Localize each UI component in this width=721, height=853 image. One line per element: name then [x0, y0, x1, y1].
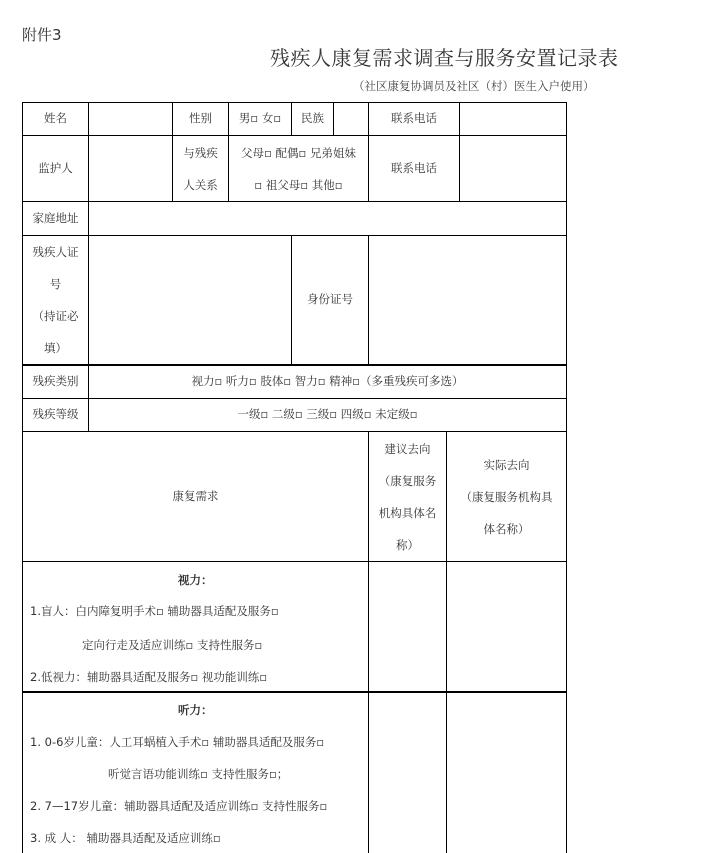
relation-label-line: 与残疾	[183, 145, 218, 160]
form-title: 残疾人康复需求调查与服务安置记录表	[270, 46, 619, 70]
actual-line: 体名称）	[483, 521, 530, 536]
relation-options-line: 父母▫ 配偶▫ 兄弟姐妹	[241, 145, 356, 160]
rehab-needs-label: 康复需求	[172, 488, 219, 503]
vision-lowvision-options[interactable]: 2.低视力：辅助器具适配及服务▫ 视功能训练▫	[30, 670, 268, 684]
hearing-child-0-6-options[interactable]: 1. 0-6岁儿童：人工耳蜗植入手术▫ 辅助器具适配及服务▫	[30, 735, 325, 749]
suggested-line: 建议去向	[384, 441, 431, 456]
hearing-child-0-6-options-cont[interactable]: 听觉言语功能训练▫ 支持性服务▫；	[108, 767, 289, 781]
relation-label-line: 人关系	[183, 177, 218, 192]
id-number-field[interactable]	[369, 236, 566, 364]
actual-line: 实际去向	[483, 457, 530, 472]
guardian-phone-label: 联系电话	[391, 160, 437, 175]
hearing-adult-options[interactable]: 3. 成 人： 辅助器具适配及适应训练▫	[30, 831, 221, 845]
guardian-field[interactable]	[89, 136, 172, 201]
hearing-suggested-field[interactable]	[369, 693, 446, 853]
cert-label-line: 号	[49, 277, 62, 291]
disability-cert-label	[23, 236, 88, 364]
gender-label: 性别	[189, 111, 212, 126]
vision-actual-field[interactable]	[447, 562, 566, 691]
disability-type-label: 残疾类别	[32, 374, 79, 389]
gender-options[interactable]: 男▫ 女▫	[238, 111, 282, 126]
vision-blind-options[interactable]: 1.盲人：白内障复明手术▫ 辅助器具适配及服务▫	[30, 604, 279, 618]
hearing-child-7-17-options[interactable]: 2. 7—17岁儿童：辅助器具适配及适应训练▫ 支持性服务▫	[30, 799, 328, 813]
phone-label: 联系电话	[391, 111, 437, 126]
disability-level-label: 残疾等级	[32, 407, 79, 422]
name-label: 姓名	[44, 111, 67, 126]
address-label: 家庭地址	[32, 210, 79, 225]
disability-level-options[interactable]: 一级▫ 二级▫ 三级▫ 四级▫ 未定级▫	[237, 407, 418, 422]
suggested-line: 称）	[396, 537, 419, 552]
cert-label-line: 填）	[44, 341, 67, 355]
ethnicity-label: 民族	[301, 111, 324, 126]
vision-heading: 视力：	[178, 573, 213, 587]
address-field[interactable]	[89, 202, 566, 235]
suggested-line: 机构具体名	[378, 505, 437, 520]
disability-cert-field[interactable]	[89, 236, 291, 364]
relation-options[interactable]	[229, 136, 368, 201]
hearing-actual-field[interactable]	[447, 693, 566, 853]
suggested-line: （康复服务	[378, 473, 437, 488]
cert-label-line: 残疾人证	[32, 245, 79, 259]
actual-destination-header	[447, 432, 566, 561]
relation-options-line: ▫ 祖父母▫ 其他▫	[254, 177, 343, 192]
ethnicity-field[interactable]	[334, 103, 368, 135]
cert-label-line: （持证必	[32, 309, 79, 323]
phone-field[interactable]	[460, 103, 566, 135]
id-number-label: 身份证号	[307, 292, 353, 307]
guardian-label: 监护人	[38, 160, 73, 175]
disability-type-options[interactable]: 视力▫ 听力▫ 肢体▫ 智力▫ 精神▫（多重残疾可多选）	[191, 374, 464, 389]
name-field[interactable]	[89, 103, 172, 135]
relation-label	[173, 136, 228, 201]
form-subtitle: （社区康复协调员及社区（村）医生入户使用）	[353, 79, 595, 93]
vision-suggested-field[interactable]	[369, 562, 446, 691]
suggested-destination-header	[369, 432, 446, 561]
guardian-phone-field[interactable]	[460, 136, 566, 201]
vision-blind-options-cont[interactable]: 定向行走及适应训练▫ 支持性服务▫	[82, 638, 263, 652]
attachment-label: 附件3	[22, 26, 62, 44]
actual-line: （康复服务机构具	[460, 489, 553, 504]
hearing-heading: 听力：	[178, 703, 213, 717]
